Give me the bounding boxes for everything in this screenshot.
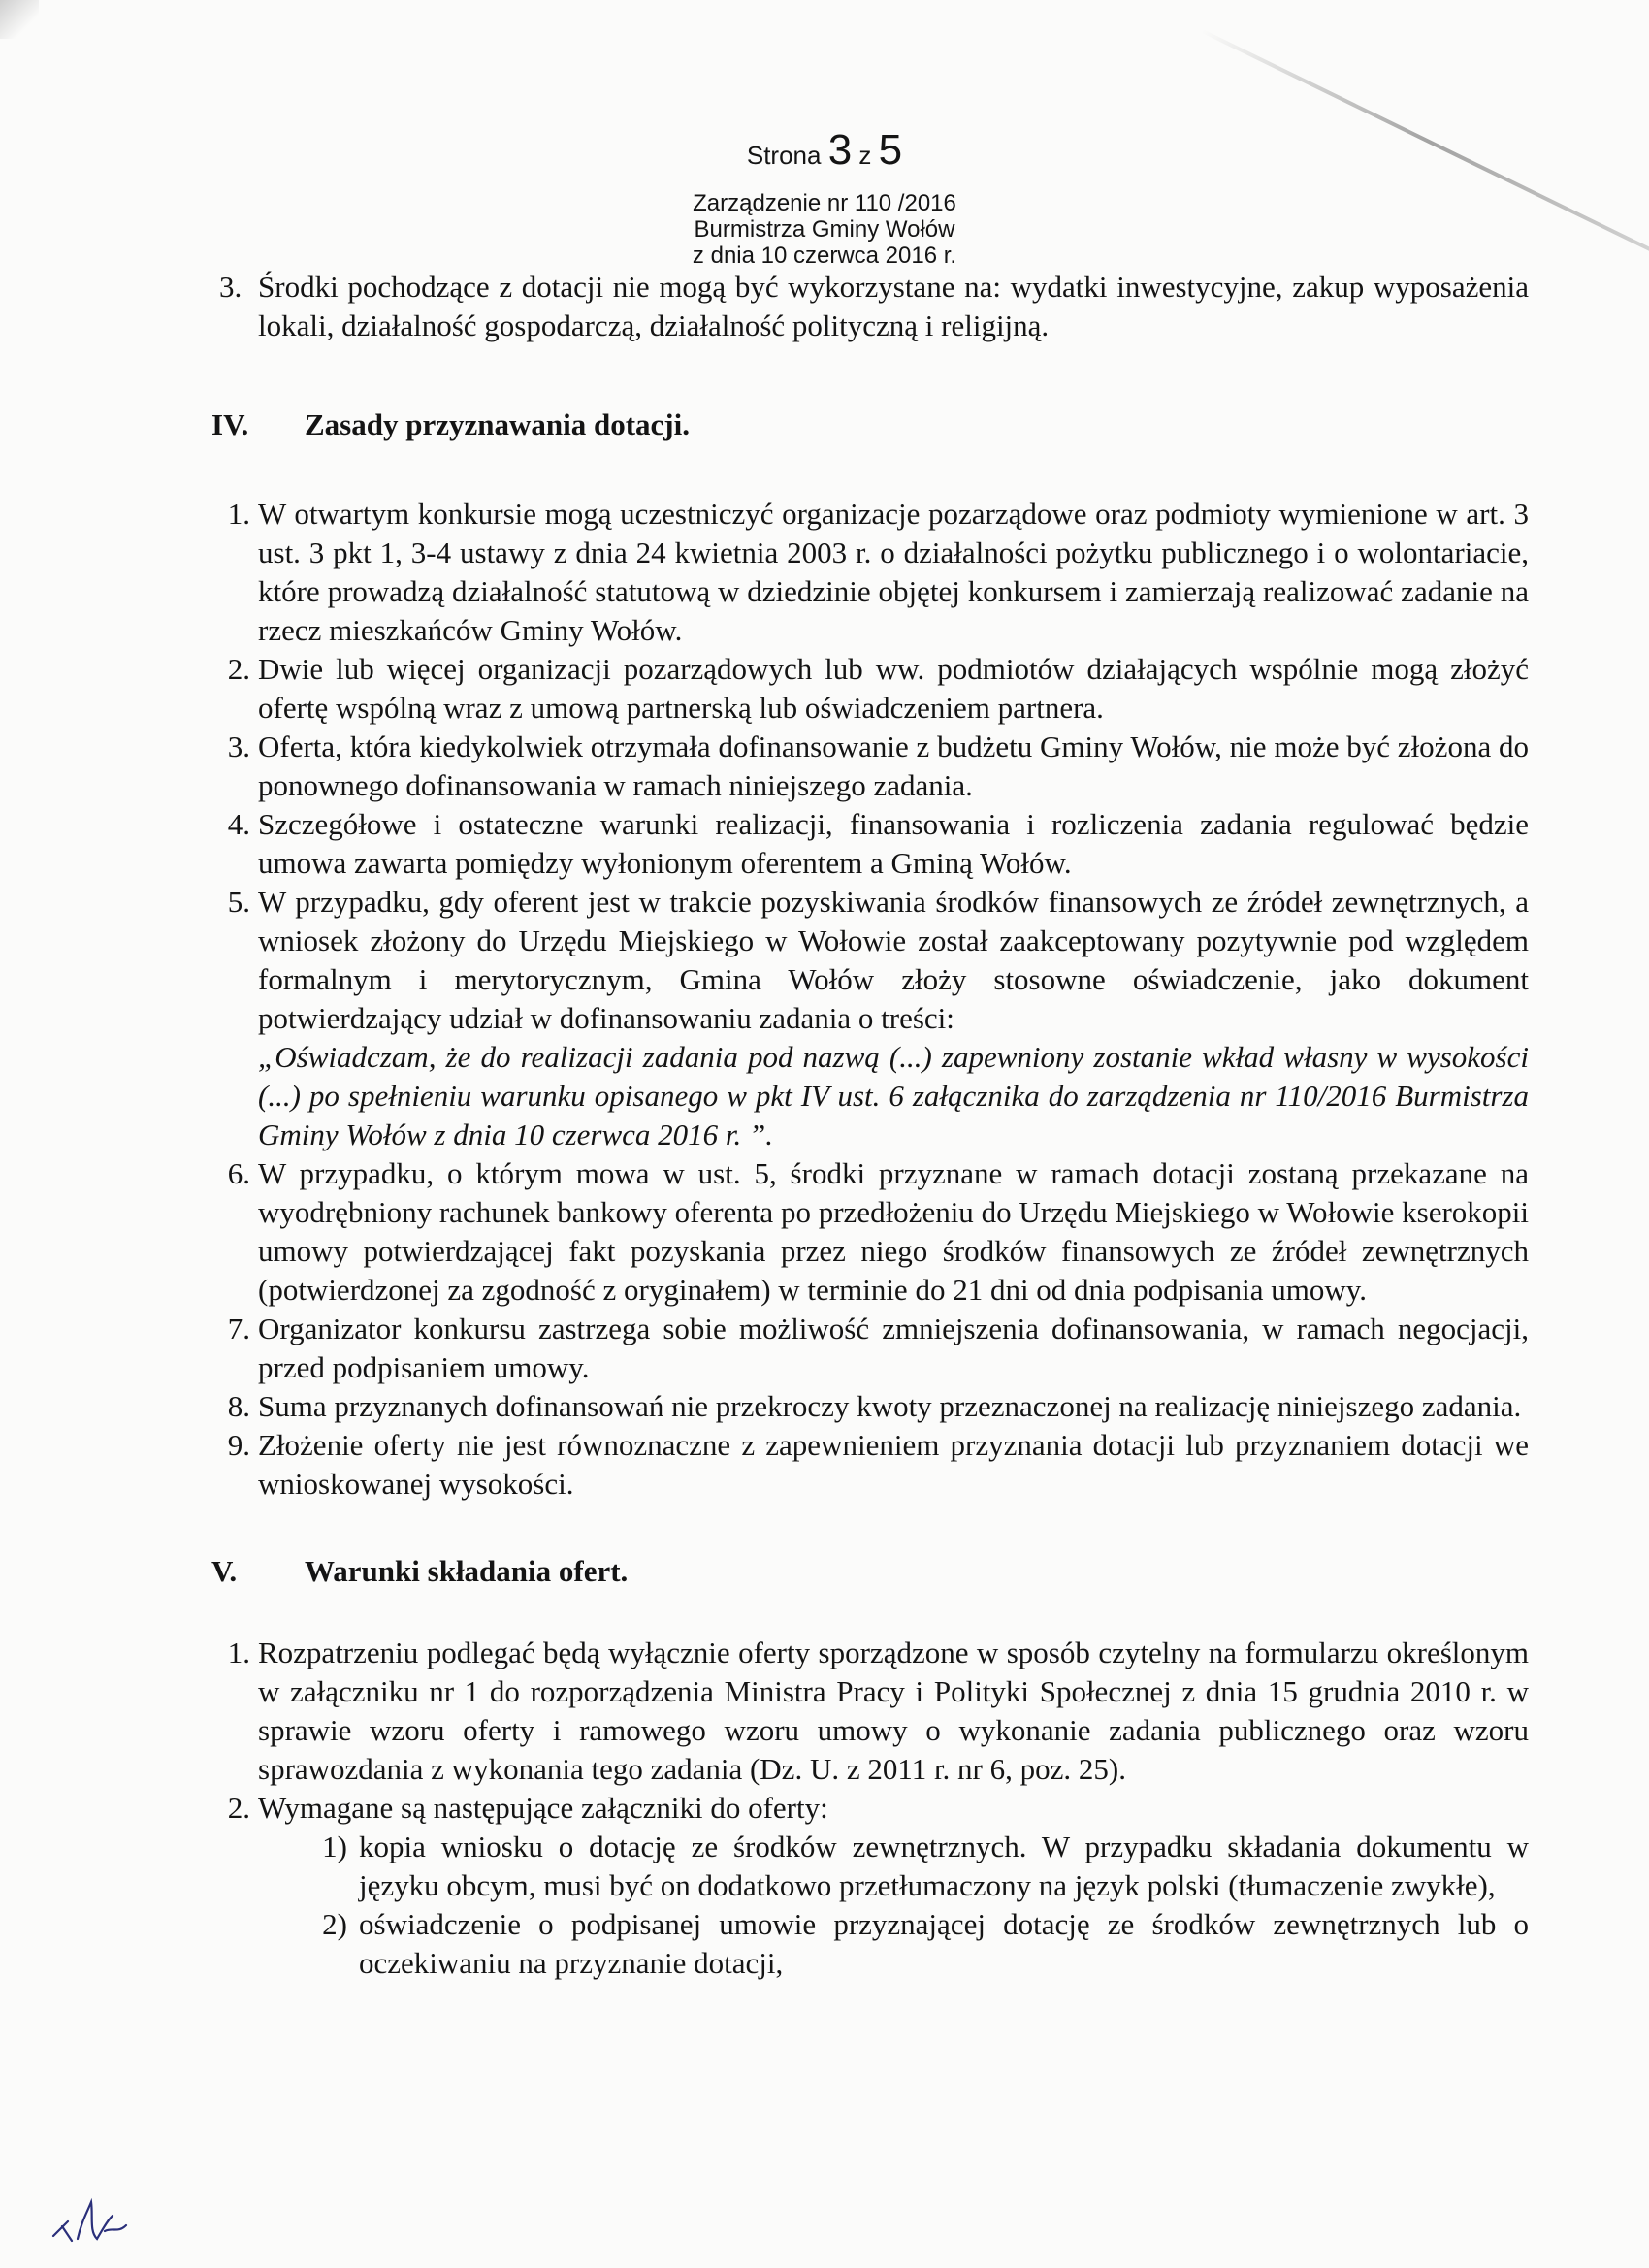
sub-item-text: oświadczenie o podpisanej umowie przyznającej dotację ze środków zewnętrznych lub o oczekiwaniu na przyznanie dotacji,: [359, 1907, 1529, 1980]
item-number: 9.: [227, 1428, 250, 1462]
item-number: 2.: [227, 1791, 250, 1825]
list-item: [165, 728, 1529, 805]
list-item: [221, 268, 1529, 345]
item-text: W otwartym konkursie mogą uczestniczyć organizacje pozarządowe oraz podmioty wymienione w art. 3 ust. 3 pkt 1, 3-4 ustawy z dnia 24 kwietnia 2003 r. o działalności pożytku publicznego i o wolontariacie, które prowadzą działalność statutową w dziedzinie objętej konkursem i zamierzają realizować zadanie na rzecz mieszkańców Gminy Wołów.: [258, 497, 1529, 647]
item-number: 5.: [227, 885, 250, 919]
handwritten-initials: [48, 2183, 155, 2251]
scan-corner-shadow: [0, 0, 39, 39]
item-number: 3.: [227, 729, 250, 763]
sub-item-text: kopia wniosku o dotację ze środków zewnętrznych. W przypadku składania dokumentu w języku obcym, musi być on dodatkowo przetłumaczony na język polski (tłumaczenie zwykłe),: [359, 1830, 1529, 1902]
section-v-list: [165, 1634, 1529, 1983]
document-body: [211, 268, 1529, 1983]
decree-header: [0, 190, 1649, 269]
item-number: 8.: [227, 1389, 250, 1423]
item-number: 3.: [219, 270, 242, 304]
list-item: [165, 1387, 1529, 1426]
sub-list-item: [165, 1905, 1529, 1983]
list-item: [165, 1789, 1529, 1828]
list-item: [165, 1154, 1529, 1310]
item-text: Dwie lub więcej organizacji pozarządowych lub ww. podmiotów działających wspólnie mogą złożyć ofertę wspólną wraz z umową partnerską lub oświadczeniem partnera.: [258, 652, 1529, 725]
list-item: [165, 650, 1529, 728]
item-text: W przypadku, gdy oferent jest w trakcie pozyskiwania środków finansowych ze źródeł zewnętrznych, a wniosek złożony do Urzędu Miejskiego w Wołowie został zaakceptowany pozytywnie pod względem formalnym i merytorycznym, Gmina Wołów złoży stosowne oświadczenie, jako dokument potwierdzający udział w dofinansowaniu zadania o treści:: [258, 885, 1529, 1035]
item-text: Rozpatrzeniu podlegać będą wyłącznie oferty sporządzone w sposób czytelny na formularzu określonym w załączniku nr 1 do rozporządzenia Ministra Pracy i Polityki Społecznej z dnia 15 grudnia 2010 r. w sprawie wzoru oferty i ramowego wzoru umowy o wykonanie zadania publicznego oraz wzoru sprawozdania z wykonania tego zadania (Dz. U. z 2011 r. nr 6, poz. 25).: [258, 1636, 1529, 1786]
section-roman: IV.: [211, 407, 249, 441]
decree-date: z dnia 10 czerwca 2016 r.: [692, 243, 957, 269]
list-item: [165, 1310, 1529, 1387]
page-separator: z: [858, 141, 872, 170]
list-item: [165, 883, 1529, 1154]
list-item: [165, 1634, 1529, 1789]
decree-number: Zarządzenie nr 110 /2016: [693, 190, 956, 216]
sub-item-number: 2): [322, 1907, 347, 1941]
page-current: 3: [827, 126, 853, 174]
sub-item-number: 1): [322, 1830, 347, 1863]
section-title: Zasady przyznawania dotacji.: [305, 407, 690, 441]
item-text: Oferta, która kiedykolwiek otrzymała dofinansowanie z budżetu Gminy Wołów, nie może być złożona do ponownego dofinansowania w ramach niniejszego zadania.: [258, 729, 1529, 802]
item-text: W przypadku, o którym mowa w ust. 5, środki przyznane w ramach dotacji zostaną przekazane na wyodrębniony rachunek bankowy oferenta po przedłożeniu do Urzędu Miejskiego w Wołowie kserokopii umowy potwierdzającej fakt pozyskania przez niego środków finansowych ze źródeł zewnętrznych (potwierdzonej za zgodność z oryginałem) w terminie do 21 dni od dnia podpisania umowy.: [258, 1156, 1529, 1307]
item-number: 7.: [227, 1312, 250, 1345]
section-iv-list: [165, 495, 1529, 1504]
item-text: Organizator konkursu zastrzega sobie możliwość zmniejszenia dofinansowania, w ramach negocjacji, przed podpisaniem umowy.: [258, 1312, 1529, 1384]
item-number: 1.: [227, 1636, 250, 1669]
page-prefix: Strona: [746, 141, 822, 170]
list-item: [165, 495, 1529, 650]
page-number: [0, 126, 1649, 175]
section-heading-v: [211, 1552, 1529, 1591]
list-item: [165, 1426, 1529, 1504]
list-item: [165, 805, 1529, 883]
declaration-quote: „Oświadczam, że do realizacji zadania pod nazwą (...) zapewniony zostanie wkład własny w wysokości (...) po spełnieniu warunku opisanego w pkt IV ust. 6 załącznika do zarządzenia nr 110/2016 Burmistrza Gminy Wołów z dnia 10 czerwca 2016 r. ”.: [258, 1040, 1529, 1151]
item-text: Złożenie oferty nie jest równoznaczne z zapewnieniem przyznania dotacji lub przyznaniem dotacji we wnioskowanej wysokości.: [258, 1428, 1529, 1501]
item-text: Szczegółowe i ostateczne warunki realizacji, finansowania i rozliczenia zadania regulować będzie umowa zawarta pomiędzy wyłonionym oferentem a Gminą Wołów.: [258, 807, 1529, 880]
section-roman: V.: [211, 1554, 238, 1588]
decree-issuer: Burmistrza Gminy Wołów: [694, 216, 955, 243]
item-number: 2.: [227, 652, 250, 686]
item-text: Wymagane są następujące załączniki do oferty:: [258, 1791, 828, 1825]
sub-list-item: [165, 1828, 1529, 1905]
page-total: 5: [878, 126, 903, 174]
item-text: Suma przyznanych dofinansowań nie przekroczy kwoty przeznaczonej na realizację niniejszego zadania.: [258, 1389, 1522, 1423]
item-number: 4.: [227, 807, 250, 841]
section-title: Warunki składania ofert.: [305, 1554, 629, 1588]
item-number: 1.: [227, 497, 250, 531]
item-text: Środki pochodzące z dotacji nie mogą być wykorzystane na: wydatki inwestycyjne, zakup wyposażenia lokali, działalność gospodarczą, działalność polityczną i religijną.: [258, 270, 1529, 342]
section-heading-iv: [211, 405, 1529, 444]
item-number: 6.: [227, 1156, 250, 1190]
